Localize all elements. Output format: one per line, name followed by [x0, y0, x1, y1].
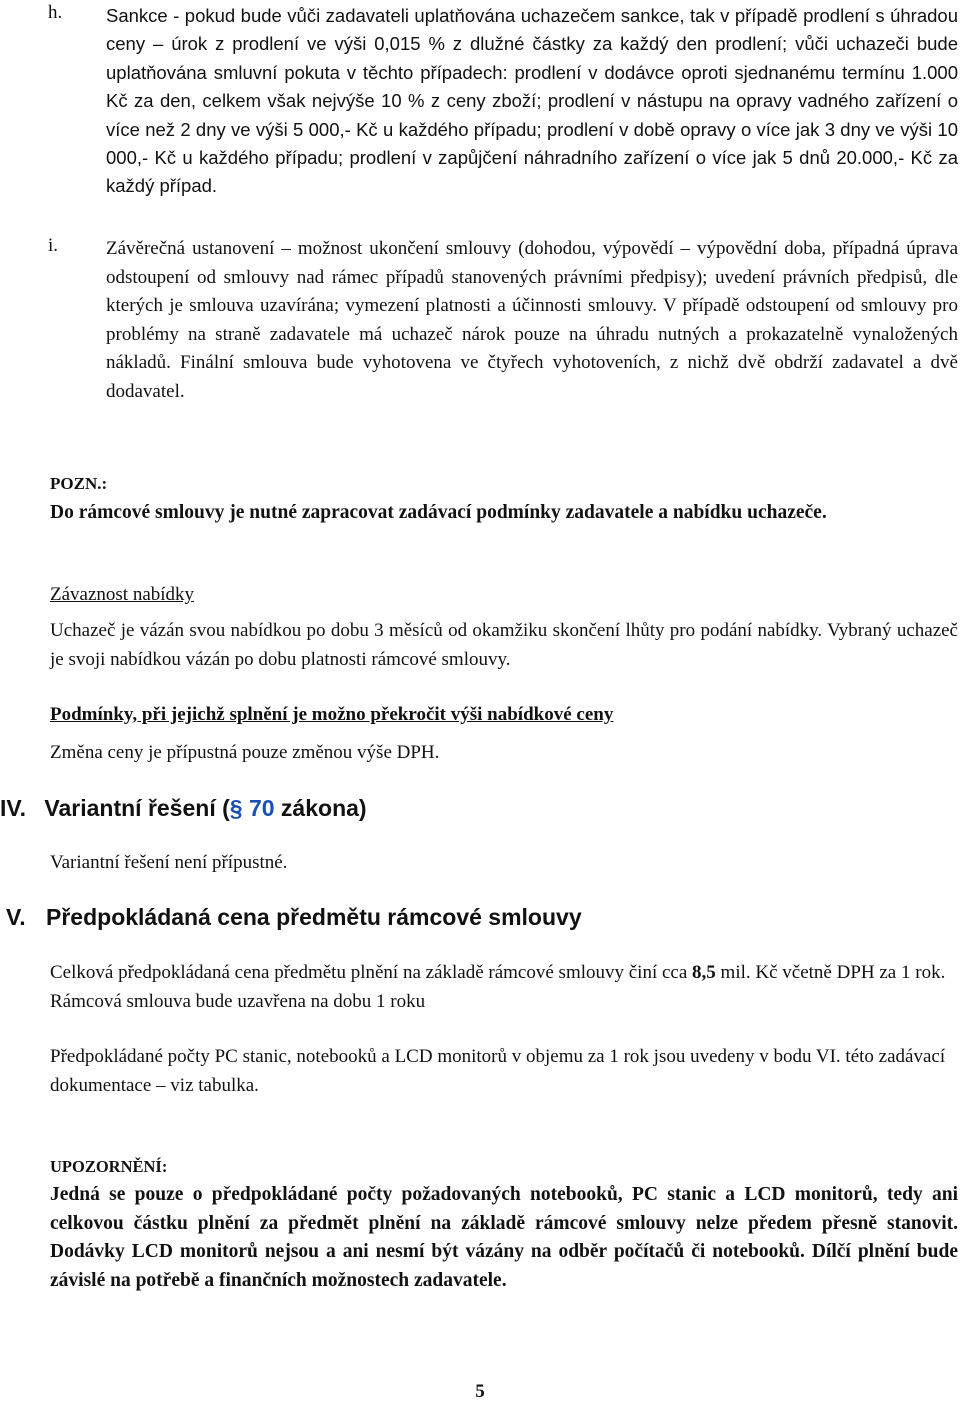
section-v-paragraph-1: Celková předpokládaná cena předmětu plnění na základě rámcové smlouvy činí cca 8,5 mil. Kč včetně DPH za 1 rok. Rámcová smlouva bude uzavřena na dobu 1 roku	[50, 962, 946, 1012]
offer-binding-text: Uchazeč je vázán svou nabídkou po dobu 3 měsíců od okamžiku skončení lhůty pro podání nabídky. Vybraný uchazeč je svoji nabídkou vázán po dobu platnosti rámcové smlouvy.	[50, 620, 958, 670]
section-iv-heading	[0, 795, 367, 822]
section-v-heading	[6, 904, 582, 931]
final-provisions-paragraph: Závěrečná ustanovení – možnost ukončení smlouvy (dohodou, výpovědí – výpovědní doba, případná úprava odstoupení od smlouvy nad rámec případů stanovených právními předpisy); uvedení právních předpisů, dle kterých je smlouva uzavírána; vymezení platnosti a účinnosti smlouvy. V případě odstoupení od smlouvy pro problémy na straně zadavatele má uchazeč nárok pouze na úhradu nutných a prokazatelně vynaložených nákladů. Finální smlouva bude vyhotovena ve čtyřech vyhotoveních, z nichž dvě obdrží zadavatel a dvě dodavatel.	[106, 238, 958, 402]
note-text: Do rámcové smlouvy je nutné zapracovat zadávací podmínky zadavatele a nabídku uchazeče.	[50, 502, 827, 523]
section-v-paragraph-2: Předpokládané počty PC stanic, notebooků a LCD monitorů v objemu za 1 rok jsou uvedeny v bodu VI. této zadávací dokumentace – viz tabulka.	[50, 1046, 946, 1096]
page-number: 5	[475, 1381, 485, 1402]
section-iv-text: Variantní řešení není přípustné.	[50, 852, 288, 873]
list-marker-i: i.	[48, 235, 59, 256]
offer-binding-block	[50, 580, 958, 674]
section-v-title: Předpokládaná cena předmětu rámcové smlouvy	[46, 904, 582, 930]
warning-text: Jedná se pouze o předpokládané počty požadovaných notebooků, PC stanic a LCD monitorů, tedy ani celkovou částku plnění za předmět plnění na základě rámcové smlouvy nelze předem přesně stanovit. Dodávky LCD monitorů nejsou a ani nesmí být vázány na odběr počítačů či notebooků. Dílčí plnění bude závislé na potřebě a finančních možnostech zadavatele.	[50, 1184, 958, 1291]
estimated-amount: 8,5	[692, 962, 716, 983]
paragraph-sign: §	[229, 795, 243, 821]
note-label: POZN.:	[50, 474, 108, 493]
note-block	[50, 470, 958, 527]
list-item-h	[48, 2, 960, 201]
warning-block	[50, 1155, 958, 1295]
law-section-link[interactable]: 70	[248, 795, 275, 821]
price-conditions-block	[50, 700, 958, 767]
sanctions-paragraph: Sankce - pokud bude vůči zadavateli uplatňována uchazečem sankce, tak v případě prodlení s úhradou ceny – úrok z prodlení ve výši 0,015 % z dlužné částky za každý den prodlení; vůči uchazeči bude uplatňována smluvní pokuta v těchto případech: prodlení v dodávce oproti sjednanému termínu 1.000 Kč za den, celkem však nejvýše 10 % z ceny zboží; prodlení v nástupu na opravy vadného zařízení o více než 2 dny ve výši 5 000,- Kč u každého případu; prodlení v době opravy o více jak 3 dny ve výši 10 000,- Kč u každého případu; prodlení v zapůjčení náhradního zařízení o více jak 5 dnů 20.000,- Kč za každý případ.	[106, 5, 958, 197]
section-v-numeral: V.	[6, 904, 26, 930]
offer-binding-heading: Závaznost nabídky	[50, 584, 195, 605]
price-conditions-text: Změna ceny je přípustná pouze změnou výše DPH.	[50, 742, 440, 763]
warning-label: UPOZORNĚNÍ:	[50, 1157, 168, 1176]
list-item-i	[48, 235, 960, 407]
section-iv-numeral: IV.	[0, 795, 27, 821]
section-iv-title: Variantní řešení (§ 70 zákona)	[44, 795, 367, 821]
list-marker-h: h.	[48, 2, 63, 23]
price-conditions-heading: Podmínky, při jejichž splnění je možno překročit výši nabídkové ceny	[50, 704, 614, 725]
